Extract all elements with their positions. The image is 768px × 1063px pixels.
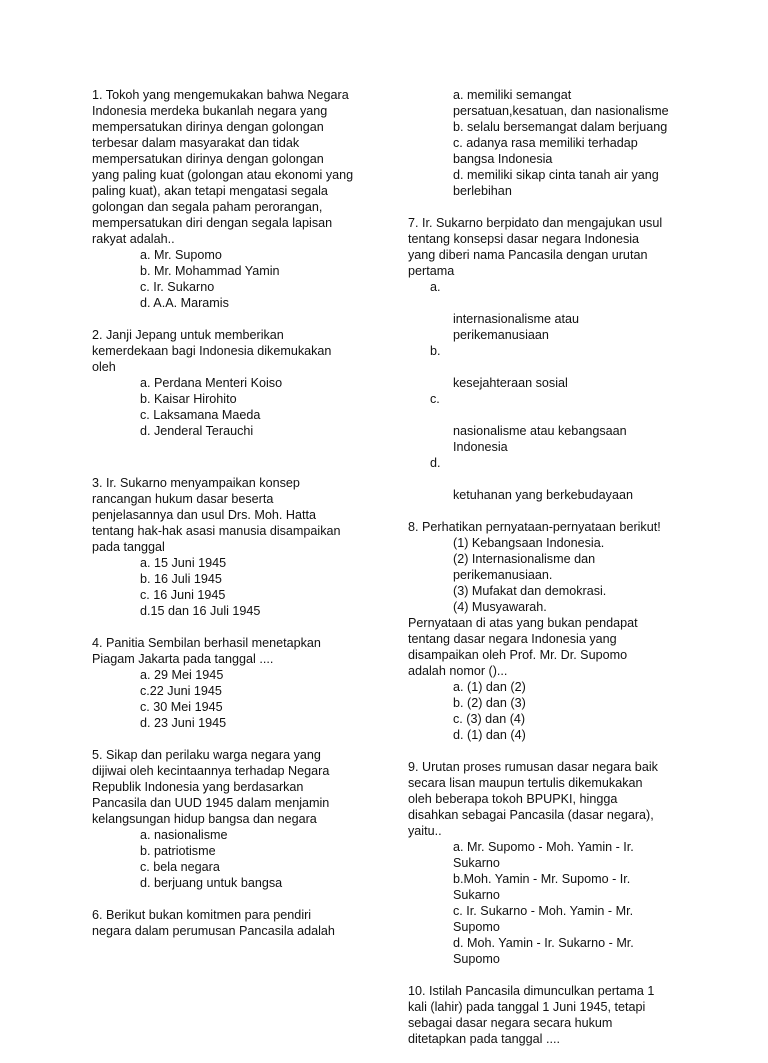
question-9 bbox=[408, 759, 698, 967]
answer-option bbox=[408, 455, 698, 503]
statement-list bbox=[408, 535, 698, 615]
right-column bbox=[408, 87, 698, 1063]
answer-options bbox=[408, 839, 698, 967]
answer-option: c. adanya rasa memiliki terhadap bangsa Indonesia bbox=[453, 136, 638, 166]
question-2 bbox=[92, 327, 372, 439]
answer-option: d. Moh. Yamin - Ir. Sukarno - Mr. Supomo bbox=[453, 936, 634, 966]
question-7 bbox=[408, 215, 698, 503]
answer-option: a. Mr. Supomo - Moh. Yamin - Ir. Sukarno bbox=[453, 840, 634, 870]
answer-option: a. Perdana Menteri Koiso bbox=[140, 376, 283, 390]
answer-option: b. Kaisar Hirohito bbox=[140, 392, 237, 406]
question-text-continued: Pernyataan di atas yang bukan pendapat tentang dasar negara Indonesia yang disampaikan oleh Prof. Mr. Dr. Supomo adalah nomor ()... bbox=[408, 616, 638, 678]
answer-option: a. nasionalisme bbox=[140, 828, 228, 842]
statement-item: (2) Internasionalisme dan perikemanusiaan. bbox=[453, 552, 596, 582]
question-5 bbox=[92, 747, 372, 891]
question-text: 4. Panitia Sembilan berhasil menetapkan Piagam Jakarta pada tanggal .... bbox=[92, 636, 321, 666]
answer-option: d. memiliki sikap cinta tanah air yang berlebihan bbox=[453, 168, 659, 198]
question-text: 1. Tokoh yang mengemukakan bahwa Negara Indonesia merdeka bukanlah negara yang mempersatukan dirinya dengan golongan terbesar dalam masyarakat dan tidak mempersatukan dirinya dengan golongan yang paling kuat (golongan atau ekonomi yang paling kuat), akan tetapi mengatasi segala golongan dan segala paham perorangan, mempersatukan diri dengan segala lapisan rakyat adalah.. bbox=[92, 88, 354, 246]
option-text: kesejahteraan sosial bbox=[453, 376, 568, 390]
question-text: 6. Berikut bukan komitmen para pendiri negara dalam perumusan Pancasila adalah bbox=[92, 908, 335, 938]
question-text: 8. Perhatikan pernyataan-pernyataan berikut! bbox=[408, 520, 661, 534]
answer-option: a. Mr. Supomo bbox=[140, 248, 222, 262]
answer-options bbox=[92, 555, 372, 619]
question-text: 2. Janji Jepang untuk memberikan kemerdekaan bagi Indonesia dikemukakan oleh bbox=[92, 328, 332, 374]
answer-option: c. Ir. Sukarno bbox=[140, 280, 215, 294]
option-text: internasionalisme atau perikemanusiaan bbox=[453, 312, 580, 342]
answer-option: a. (1) dan (2) bbox=[453, 680, 526, 694]
statement-item: (1) Kebangsaan Indonesia. bbox=[453, 536, 605, 550]
question-10 bbox=[408, 983, 698, 1047]
answer-option: c. 16 Juni 1945 bbox=[140, 588, 226, 602]
answer-option: c.22 Juni 1945 bbox=[140, 684, 222, 698]
answer-option: d. 23 Juni 1945 bbox=[140, 716, 227, 730]
answer-option: c. 30 Mei 1945 bbox=[140, 700, 223, 714]
answer-option: d. A.A. Maramis bbox=[140, 296, 229, 310]
answer-option: b. patriotisme bbox=[140, 844, 216, 858]
answer-option bbox=[408, 391, 698, 455]
question-text: 3. Ir. Sukarno menyampaikan konsep rancangan hukum dasar beserta penjelasannya dan usul Drs. Moh. Hatta tentang hak-hak asasi manusia disampaikan pada tanggal bbox=[92, 476, 341, 554]
answer-option: c. (3) dan (4) bbox=[453, 712, 526, 726]
answer-option: a. 15 Juni 1945 bbox=[140, 556, 227, 570]
option-marker: d. bbox=[430, 456, 441, 470]
statement-item: (3) Mufakat dan demokrasi. bbox=[453, 584, 607, 598]
question-8 bbox=[408, 519, 698, 743]
option-marker: a. bbox=[430, 280, 441, 294]
answer-option: a. memiliki semangat persatuan,kesatuan, dan nasionalisme bbox=[453, 88, 669, 118]
answer-options bbox=[92, 827, 372, 891]
answer-options bbox=[408, 679, 698, 743]
option-marker: c. bbox=[430, 392, 440, 406]
answer-option: b. selalu bersemangat dalam berjuang bbox=[453, 120, 668, 134]
answer-options bbox=[92, 247, 372, 311]
answer-option: b.Moh. Yamin - Mr. Supomo - Ir. Sukarno bbox=[453, 872, 631, 902]
answer-options bbox=[408, 279, 698, 503]
left-column bbox=[92, 87, 372, 955]
question-1 bbox=[92, 87, 372, 311]
answer-option: b. Mr. Mohammad Yamin bbox=[140, 264, 280, 278]
question-6-options bbox=[408, 87, 698, 199]
statement-item: (4) Musyawarah. bbox=[453, 600, 547, 614]
answer-option bbox=[408, 343, 698, 391]
answer-option: d.15 dan 16 Juli 1945 bbox=[140, 604, 261, 618]
question-text: 7. Ir. Sukarno berpidato dan mengajukan usul tentang konsepsi dasar negara Indonesia yang diberi nama Pancasila dengan urutan pertama bbox=[408, 216, 663, 278]
answer-option: a. 29 Mei 1945 bbox=[140, 668, 224, 682]
question-text: 10. Istilah Pancasila dimunculkan pertama 1 kali (lahir) pada tanggal 1 Juni 1945, tetapi sebagai dasar negara secara hukum ditetapkan pada tanggal .... bbox=[408, 984, 655, 1046]
answer-option: b. (2) dan (3) bbox=[453, 696, 526, 710]
answer-option: d. (1) dan (4) bbox=[453, 728, 526, 742]
option-marker: b. bbox=[430, 344, 441, 358]
option-text: nasionalisme atau kebangsaan Indonesia bbox=[453, 424, 627, 454]
question-text: 9. Urutan proses rumusan dasar negara baik secara lisan maupun tertulis dikemukakan oleh beberapa tokoh BPUPKI, hingga disahkan sebagai Pancasila (dasar negara), yaitu.. bbox=[408, 760, 658, 838]
question-3 bbox=[92, 475, 372, 619]
answer-options bbox=[92, 667, 372, 731]
answer-option: b. 16 Juli 1945 bbox=[140, 572, 222, 586]
answer-option: c. bela negara bbox=[140, 860, 220, 874]
question-text: 5. Sikap dan perilaku warga negara yang dijiwai oleh kecintaannya terhadap Negara Republik Indonesia yang berdasarkan Pancasila dan UUD 1945 dalam menjamin kelangsungan hidup bangsa dan negara bbox=[92, 748, 330, 826]
answer-option bbox=[408, 279, 698, 343]
question-6 bbox=[92, 907, 372, 939]
answer-options bbox=[408, 87, 698, 199]
answer-option: c. Ir. Sukarno - Moh. Yamin - Mr. Supomo bbox=[453, 904, 634, 934]
option-text: ketuhanan yang berkebudayaan bbox=[453, 488, 633, 502]
answer-option: c. Laksamana Maeda bbox=[140, 408, 261, 422]
question-4 bbox=[92, 635, 372, 731]
answer-options bbox=[92, 375, 372, 439]
answer-option: d. berjuang untuk bangsa bbox=[140, 876, 283, 890]
answer-option: d. Jenderal Terauchi bbox=[140, 424, 254, 438]
